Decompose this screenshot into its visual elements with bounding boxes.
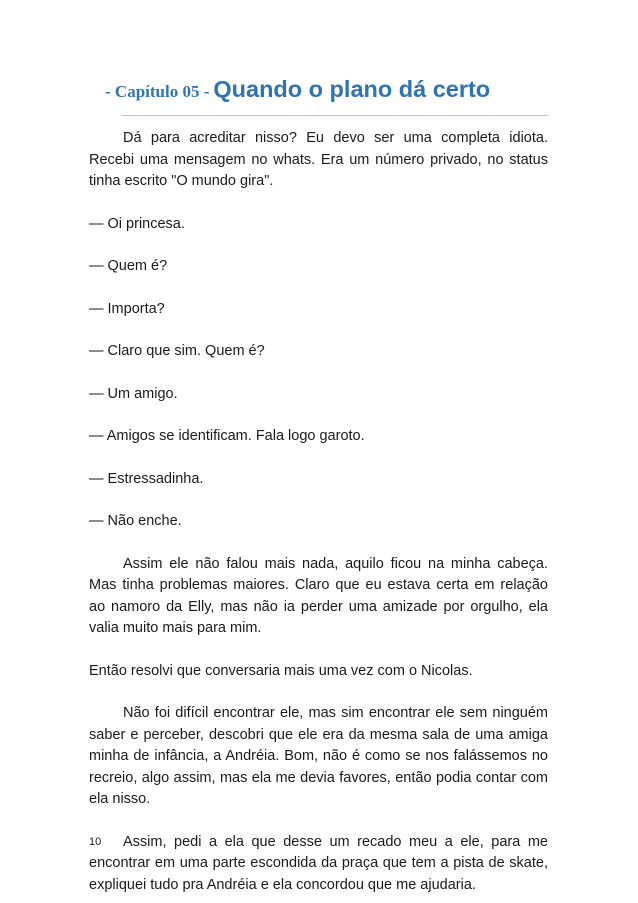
paragraph: Não foi difícil encontrar ele, mas sim encontrar ele sem ninguém saber e perceber, descobri que ele era da mesma sala de uma amiga minha de infância, a Andréia. Bom, não é como se nos falássemos no recreio, algo assim, mas ela me devia favores, então podia contar com ela nisso. <box>89 705 548 807</box>
heading-divider <box>122 115 548 116</box>
paragraph: Assim, pedi a ela que desse um recado meu a ele, para me encontrar em uma parte escondida da praça que tem a pista de skate, expliquei tudo pra Andréia e ela concordou que me ajudaria. <box>89 833 548 893</box>
dialogue-line: — Oi princesa. <box>89 215 185 232</box>
dialogue-line: — Quem é? <box>89 258 168 274</box>
dialogue-line: — Importa? <box>89 300 165 317</box>
paragraph: Dá para acreditar nisso? Eu devo ser uma completa idiota. Recebi uma mensagem no whats. Era um número privado, no status tinha escrito "O mundo gira". <box>89 130 548 189</box>
chapter-title: Quando o plano dá certo <box>213 76 491 102</box>
dialogue-line: — Não enche. <box>89 513 182 529</box>
paragraph: Assim ele não falou mais nada, aquilo ficou na minha cabeça. Mas tinha problemas maiores. Claro que eu estava certa em relação ao namoro da Elly, mas não ia perder uma amizade por orgulho, ela valia muito mais para mim. <box>89 555 548 636</box>
page-number: 10 <box>89 836 102 848</box>
dialogue-line: — Claro que sim. Quem é? <box>89 343 265 359</box>
dialogue-line: — Um amigo. <box>89 385 178 402</box>
chapter-body <box>89 128 548 896</box>
chapter-number: - Capítulo 05 - <box>105 82 210 101</box>
chapter-heading <box>105 76 565 103</box>
dialogue-line: — Estressadinha. <box>89 470 204 487</box>
paragraph: Então resolvi que conversaria mais uma vez com o Nicolas. <box>89 662 473 679</box>
dialogue-line: — Amigos se identificam. Fala logo garoto. <box>89 428 365 444</box>
